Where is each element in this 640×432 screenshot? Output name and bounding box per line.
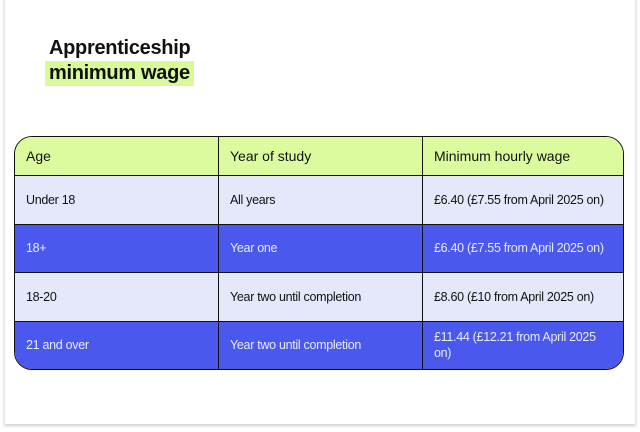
- table-row: [15, 224, 623, 273]
- wage-table: [14, 136, 624, 370]
- title-line-1: Apprenticeship: [49, 37, 191, 59]
- cell-age: 21 and over: [26, 338, 89, 353]
- cell-year-of-study: All years: [218, 176, 422, 224]
- cell-wage: £6.40 (£7.55 from April 2025 on): [422, 225, 623, 273]
- cell-wage: £8.60 (£10 from April 2025 on): [422, 273, 623, 321]
- table-header-row: [15, 137, 623, 175]
- page-title: [45, 36, 194, 86]
- cell-wage: £6.40 (£7.55 from April 2025 on): [422, 176, 623, 224]
- header-minimum-hourly-wage: Minimum hourly wage: [422, 137, 623, 175]
- title-line-2-highlighted: minimum wage: [45, 61, 194, 86]
- cell-year-of-study: Year one: [218, 225, 422, 273]
- cell-age: 18+: [26, 241, 47, 256]
- cell-age: 18-20: [26, 289, 57, 304]
- cell-year-of-study: Year two until completion: [218, 322, 422, 370]
- header-year-of-study: Year of study: [218, 137, 422, 175]
- cell-year-of-study: Year two until completion: [218, 273, 422, 321]
- table-row: [15, 272, 623, 321]
- table-row: [15, 321, 623, 370]
- table-row: [15, 175, 623, 224]
- header-age: Age: [26, 148, 51, 164]
- cell-age: Under 18: [26, 192, 76, 207]
- cell-wage: £11.44 (£12.21 from April 2025 on): [422, 322, 623, 370]
